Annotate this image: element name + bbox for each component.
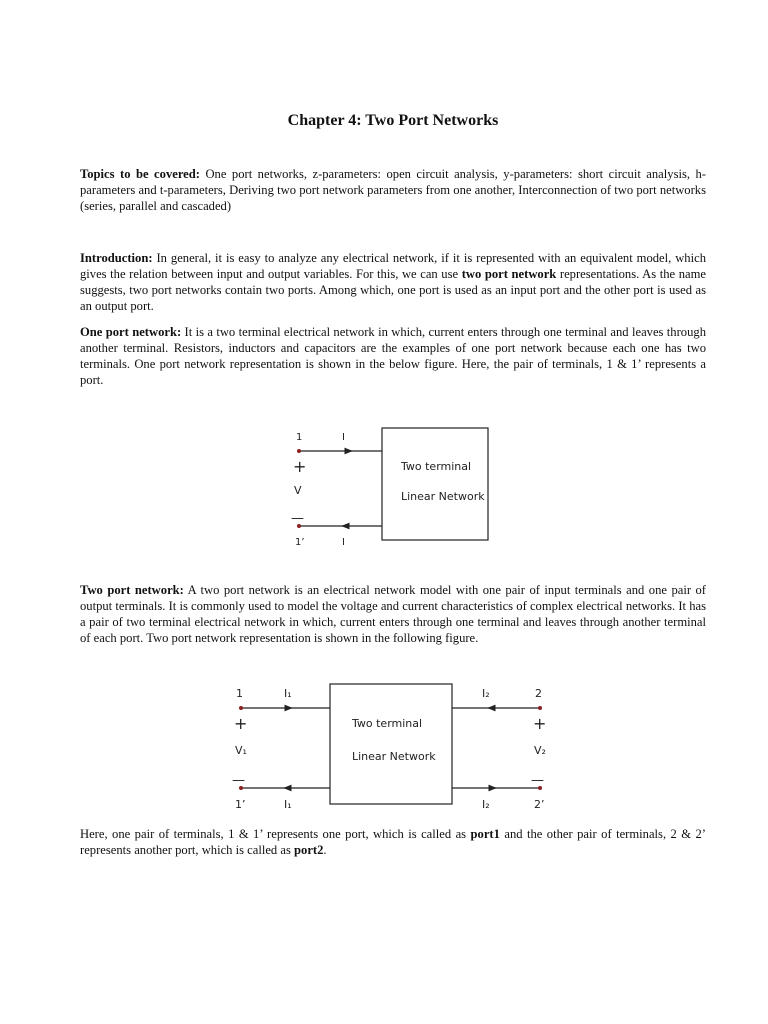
page-title: Chapter 4: Two Port Networks <box>287 112 499 129</box>
box-label: Linear Network <box>352 750 436 763</box>
current-label: I₂ <box>482 798 490 811</box>
one-port-network-figure <box>280 420 500 552</box>
minus-sign: — <box>531 773 544 788</box>
two-port-paragraph <box>80 582 706 646</box>
network-box <box>330 684 452 804</box>
two-port-label: Two port network: <box>80 583 184 597</box>
voltage-label: V <box>294 484 302 497</box>
terminal-label: 1 <box>296 432 303 443</box>
port2-term: port2 <box>294 843 324 857</box>
introduction-paragraph <box>80 250 706 314</box>
topics-label: Topics to be covered: <box>80 167 200 181</box>
closing-period: . <box>323 843 327 857</box>
terminal-dot <box>239 706 243 710</box>
terminal-label: 1’ <box>235 798 246 811</box>
box-label: Two terminal <box>352 717 423 730</box>
plus-sign: + <box>234 714 248 733</box>
current-label: I₁ <box>284 687 292 700</box>
port1-term: port1 <box>470 827 500 841</box>
box-label: Two terminal <box>401 460 472 473</box>
current-label: I₂ <box>482 687 490 700</box>
closing-text: Here, one pair of terminals, 1 & 1’ represents one port, which is called as <box>80 827 471 841</box>
closing-paragraph <box>80 826 706 858</box>
two-port-text: A two port network is an electrical network model with one pair of input terminals and one pair of output terminals. It is commonly used to model the voltage and current characteristics of complex electrical networks. It has a pair of two terminal electrical network in which, current enters through one terminal and leaves through another terminal of each port. Two port network representation is shown in the following figure. <box>80 583 706 645</box>
introduction-bold-term: two port network <box>461 267 557 281</box>
current-label: I <box>342 432 345 443</box>
introduction-text: In general, it is easy to analyze any electrical network, if it is represented with an equivalent model, which gives the relation between input and output variables. For this, we can use <box>80 251 706 281</box>
terminal-label: 2’ <box>534 798 545 811</box>
current-label: I <box>342 537 345 548</box>
two-port-network-figure <box>226 680 556 818</box>
network-box <box>382 428 488 540</box>
plus-sign: + <box>293 457 307 476</box>
introduction-text-continued: representations. As the name suggests, two port networks contain two ports. Among which, one port is used as an input port and the other port is used as an output port. <box>80 267 707 313</box>
plus-sign: + <box>533 714 547 733</box>
one-port-paragraph <box>80 324 706 388</box>
terminal-dot <box>538 706 542 710</box>
terminal-label: 1 <box>236 687 243 700</box>
topics-text: One port networks, z-parameters: open circuit analysis, y-parameters: short circuit analysis, h-parameters and t-parameters, Deriving two port network parameters from one another, Interconnection of two port networks (series, parallel and cascaded) <box>80 167 706 213</box>
current-label: I₁ <box>284 798 292 811</box>
closing-text-continued: and the other pair of terminals, 2 & 2’ represents another port, which is called as <box>80 827 706 857</box>
minus-sign: — <box>232 773 245 788</box>
voltage-label: V₁ <box>235 744 247 757</box>
terminal-label: 2 <box>535 687 542 700</box>
terminal-label: 1’ <box>295 537 305 548</box>
minus-sign: — <box>291 511 304 526</box>
one-port-label: One port network: <box>80 325 182 339</box>
terminal-dot <box>297 449 301 453</box>
introduction-label: Introduction: <box>80 251 153 265</box>
voltage-label: V₂ <box>534 744 546 757</box>
topics-paragraph <box>80 166 706 214</box>
box-label: Linear Network <box>401 490 485 503</box>
one-port-text: It is a two terminal electrical network in which, current enters through one terminal and leaves through another terminal. Resistors, inductors and capacitors are the examples of one port network because each one has two terminals. One port network representation is shown in the below figure. Here, the pair of terminals, 1 & 1’ represents a port. <box>80 325 706 387</box>
